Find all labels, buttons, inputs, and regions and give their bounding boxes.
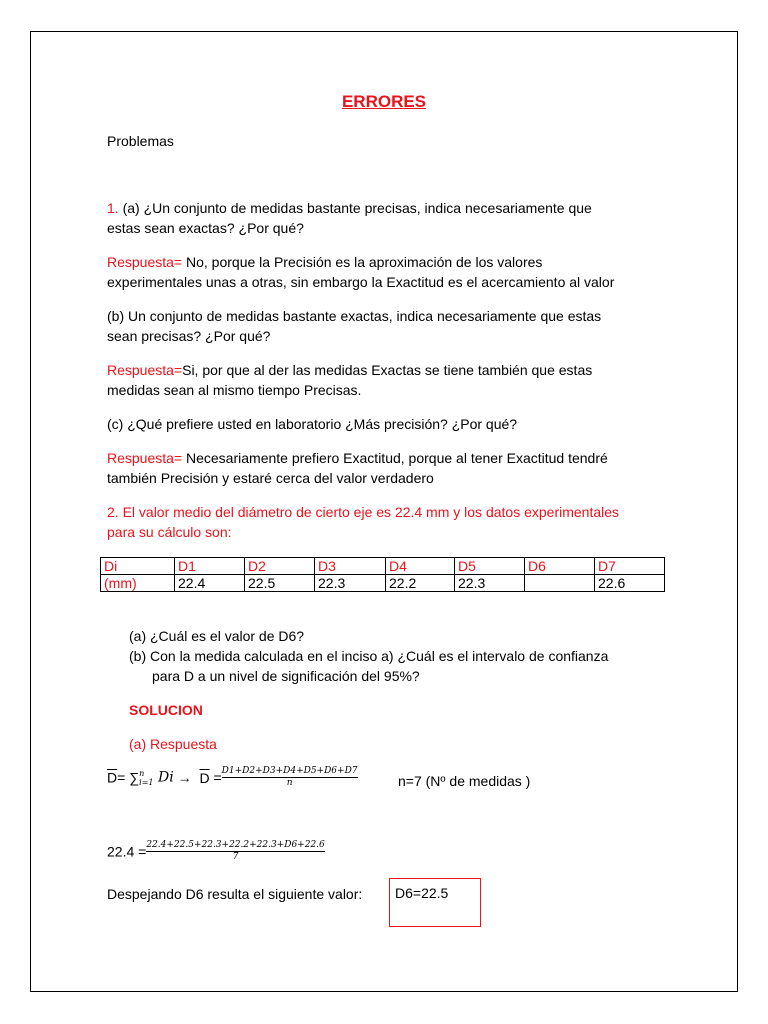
question-1c: (c) ¿Qué prefiere usted en laboratorio ¿Más precisión? ¿Por qué?: [107, 416, 518, 432]
answer-label: Respuesta=: [107, 254, 183, 270]
table-header-cell: D1: [175, 558, 245, 575]
table-header-cell: D4: [386, 558, 455, 575]
question-1a: [107, 198, 592, 238]
formula-fraction: [222, 766, 358, 789]
table-cell: 22.3: [315, 575, 386, 592]
answer-label: Respuesta=: [107, 450, 183, 466]
question-1a-line1: (a) ¿Un conjunto de medidas bastante precisas, indica necesariamente que: [118, 200, 592, 216]
formula-d-bar-2: $\overline{D}$: [199, 769, 210, 786]
table-header-cell: D5: [455, 558, 525, 575]
formula-sum-sub: i=1: [139, 777, 154, 787]
answer-1b-line1: Si, por que al der las medidas Exactas se tiene también que estas: [182, 362, 593, 378]
question-1b-line2: sean precisas? ¿Por qué?: [107, 328, 271, 344]
table-cell: 22.5: [245, 575, 315, 592]
answer-label: Respuesta=: [107, 362, 183, 378]
table-cell: (mm): [101, 575, 175, 592]
formula-di: Di: [153, 769, 174, 786]
result-value: D6=22.5: [395, 885, 449, 901]
equation-fraction: [146, 840, 324, 863]
substitution-equation: [107, 840, 325, 870]
page-title: ERRORES: [341, 92, 427, 111]
formula-sum-limits: [139, 769, 153, 787]
question-2b-line2: para D a un nivel de significación del 95%?: [152, 668, 420, 684]
answer-1c-line1: Necesariamente prefiero Exactitud, porque al tener Exactitud tendré: [182, 450, 608, 466]
question-2-parts: [129, 626, 608, 686]
formula-denominator: n: [222, 777, 358, 789]
table-header-row: [101, 558, 665, 575]
mean-formula: [107, 766, 358, 796]
measurement-count: n=7 (Nº de medidas ): [398, 773, 531, 789]
table-header-cell: D6: [525, 558, 595, 575]
formula-numerator: D1+D2+D3+D4+D5+D6+D7: [221, 766, 358, 776]
solution-heading: SOLUCION: [129, 702, 203, 718]
formula-equals: =: [209, 769, 222, 786]
subtitle: Problemas: [107, 133, 174, 149]
question-2: [107, 502, 619, 542]
answer-1c: [107, 448, 608, 488]
question-2-line2: para su cálculo son:: [107, 524, 232, 540]
data-table: [100, 557, 665, 592]
table-cell: 22.3: [455, 575, 525, 592]
table-header-cell: Di: [101, 558, 175, 575]
result-text: Despejando D6 resulta el siguiente valor:: [107, 886, 363, 902]
formula-sum: = ∑: [117, 769, 140, 786]
table-row: [101, 575, 665, 592]
table-header-cell: D7: [595, 558, 665, 575]
equation-lhs: 22.4 =: [107, 843, 147, 860]
answer-1a: [107, 252, 614, 292]
table-cell: [525, 575, 595, 592]
question-2a: (a) ¿Cuál es el valor de D6?: [129, 628, 305, 644]
question-1b: [107, 306, 601, 346]
answer-1a-line2: experimentales unas a otras, sin embargo la Exactitud es el acercamiento al valor: [107, 274, 615, 290]
formula-arrow: →: [173, 769, 196, 786]
question-1a-line2: estas sean exactas? ¿Por qué?: [107, 220, 304, 236]
table-cell: 22.2: [386, 575, 455, 592]
answer-1b: [107, 360, 592, 400]
formula-d-bar: $\overline{D}$: [107, 769, 118, 786]
equation-denominator: 7: [146, 851, 324, 863]
question-2-line1: 2. El valor medio del diámetro de cierto eje es 22.4 mm y los datos experimentales: [107, 504, 620, 520]
solution-part-a: (a) Respuesta: [129, 736, 217, 752]
equation-numerator: 22.4+22.5+22.3+22.2+22.3+D6+22.6: [146, 840, 325, 850]
table-header-cell: D2: [245, 558, 315, 575]
answer-1c-line2: también Precisión y estaré cerca del valor verdadero: [107, 470, 434, 486]
formula-sum-sup: n: [139, 768, 145, 778]
result-box: [389, 878, 481, 927]
answer-1a-line1: No, porque la Precisión es la aproximación de los valores: [182, 254, 543, 270]
table-cell: 22.6: [595, 575, 665, 592]
question-1b-line1: (b) Un conjunto de medidas bastante exactas, indica necesariamente que estas: [107, 308, 602, 324]
table-cell: 22.4: [175, 575, 245, 592]
table-header-cell: D3: [315, 558, 386, 575]
answer-1b-line2: medidas sean al mismo tiempo Precisas.: [107, 382, 362, 398]
question-number: 1.: [107, 200, 119, 216]
question-2b-line1: (b) Con la medida calculada en el inciso a) ¿Cuál es el intervalo de confianza: [129, 648, 609, 664]
